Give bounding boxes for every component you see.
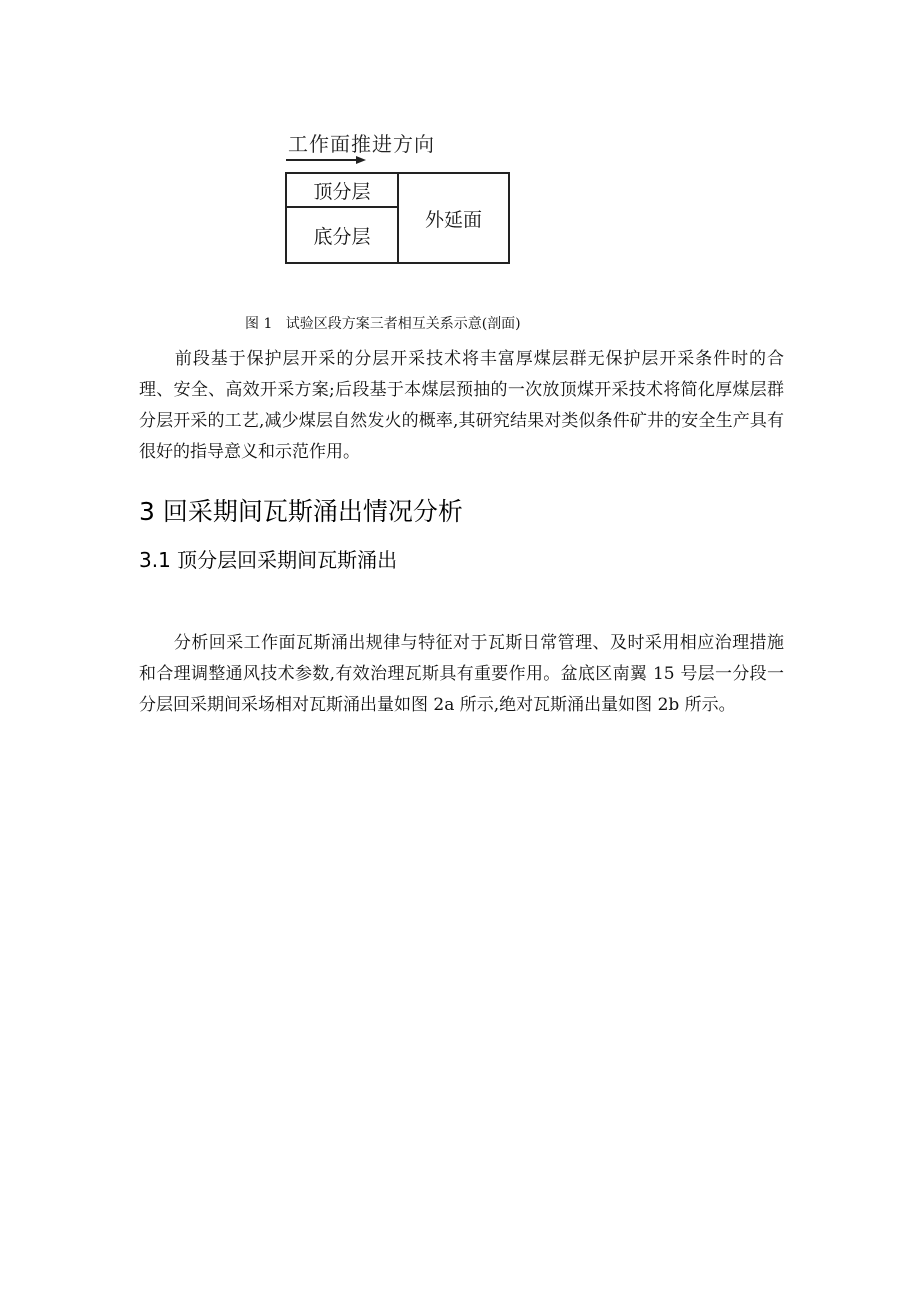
extension-face-cell: 外延面 [424, 208, 482, 231]
figure-1 [280, 120, 550, 280]
arrow-right-icon [286, 155, 366, 165]
body-paragraph: 分析回采工作面瓦斯涌出规律与特征对于瓦斯日常管理、及时采用相应治理措施和合理调整通风技术参数,有效治理瓦斯具有重要作用。盆底区南翼 15 号层一分段一分层回采期间采场相对瓦斯涌出量如图 2a 所示,绝对瓦斯涌出量如图 2b 所示。 [139, 633, 784, 715]
bottom-layer-cell: 底分层 [313, 225, 371, 248]
advance-direction-label: 工作面推进方向 [288, 132, 435, 156]
left-column [287, 174, 399, 262]
section-heading: 3 回采期间瓦斯涌出情况分析 [139, 497, 463, 526]
section-diagram-box [285, 172, 510, 264]
figure-caption: 图 1 试验区段方案三者相互关系示意(剖面) [245, 316, 521, 332]
body-paragraph: 前段基于保护层开采的分层开采技术将丰富厚煤层群无保护层开采条件时的合理、安全、高效开采方案;后段基于本煤层预抽的一次放顶煤开采技术将简化厚煤层群分层开采的工艺,减少煤层自然发火的概率,其研究结果对类似条件矿井的安全生产具有很好的指导意义和示范作用。 [139, 349, 784, 462]
top-layer-cell: 顶分层 [287, 174, 397, 208]
subsection-heading: 3.1 顶分层回采期间瓦斯涌出 [139, 548, 398, 572]
